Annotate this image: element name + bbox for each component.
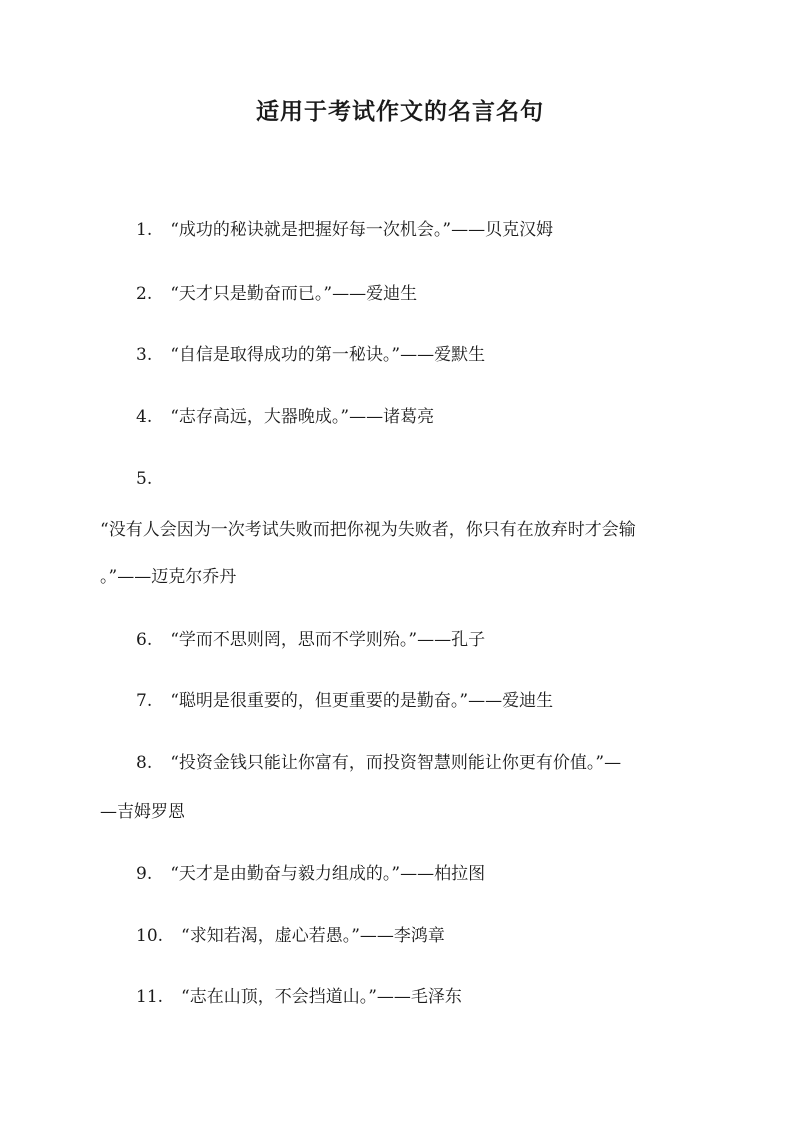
item-number: 10. <box>136 926 164 946</box>
quote-text: “自信是取得成功的第一秘诀。”——爱默生 <box>170 345 486 365</box>
quote-item-8-line2: —吉姆罗恩 <box>100 802 185 822</box>
item-number: 9. <box>136 864 153 884</box>
item-number: 1. <box>136 220 153 240</box>
quote-item-7 <box>136 689 553 713</box>
quote-item-4 <box>136 405 434 429</box>
quote-item-10 <box>136 924 445 948</box>
item-number: 6. <box>136 630 153 650</box>
quote-item-11 <box>136 985 462 1009</box>
item-number: 5. <box>136 469 153 489</box>
quote-item-9 <box>136 862 485 886</box>
quote-item-8-line1 <box>136 751 621 775</box>
quote-text: “学而不思则罔，思而不学则殆。”——孔子 <box>170 630 486 650</box>
quote-item-5-line1: “没有人会因为一次考试失败而把你视为失败者，你只有在放弃时才会输 <box>100 520 636 540</box>
quote-text: “成功的秘诀就是把握好每一次机会。”——贝克汉姆 <box>170 220 554 240</box>
item-number: 4. <box>136 407 153 427</box>
document-title: 适用于考试作文的名言名句 <box>256 98 544 125</box>
quote-text: “聪明是很重要的，但更重要的是勤奋。”——爱迪生 <box>170 691 554 711</box>
item-number: 11. <box>136 987 164 1007</box>
quote-text: “投资金钱只能让你富有，而投资智慧则能让你更有价值。”— <box>170 753 622 773</box>
quote-item-1 <box>136 218 553 242</box>
quote-item-5-line2: 。”——迈克尔乔丹 <box>100 567 237 587</box>
item-number: 8. <box>136 753 153 773</box>
quote-text: “求知若渴，虚心若愚。”——李鸿章 <box>181 926 445 946</box>
quote-item-5-number <box>136 467 152 491</box>
quote-item-6 <box>136 628 485 652</box>
item-number: 3. <box>136 345 153 365</box>
quote-text: “志存高远，大器晚成。”——诸葛亮 <box>170 407 435 427</box>
quote-item-2 <box>136 282 417 306</box>
quote-text: “天才是由勤奋与毅力组成的。”——柏拉图 <box>170 864 486 884</box>
quote-text: “天才只是勤奋而已。”——爱迪生 <box>170 284 418 304</box>
item-number: 2. <box>136 284 153 304</box>
quote-item-3 <box>136 343 485 367</box>
item-number: 7. <box>136 691 153 711</box>
quote-text: “志在山顶，不会挡道山。”——毛泽东 <box>181 987 462 1007</box>
